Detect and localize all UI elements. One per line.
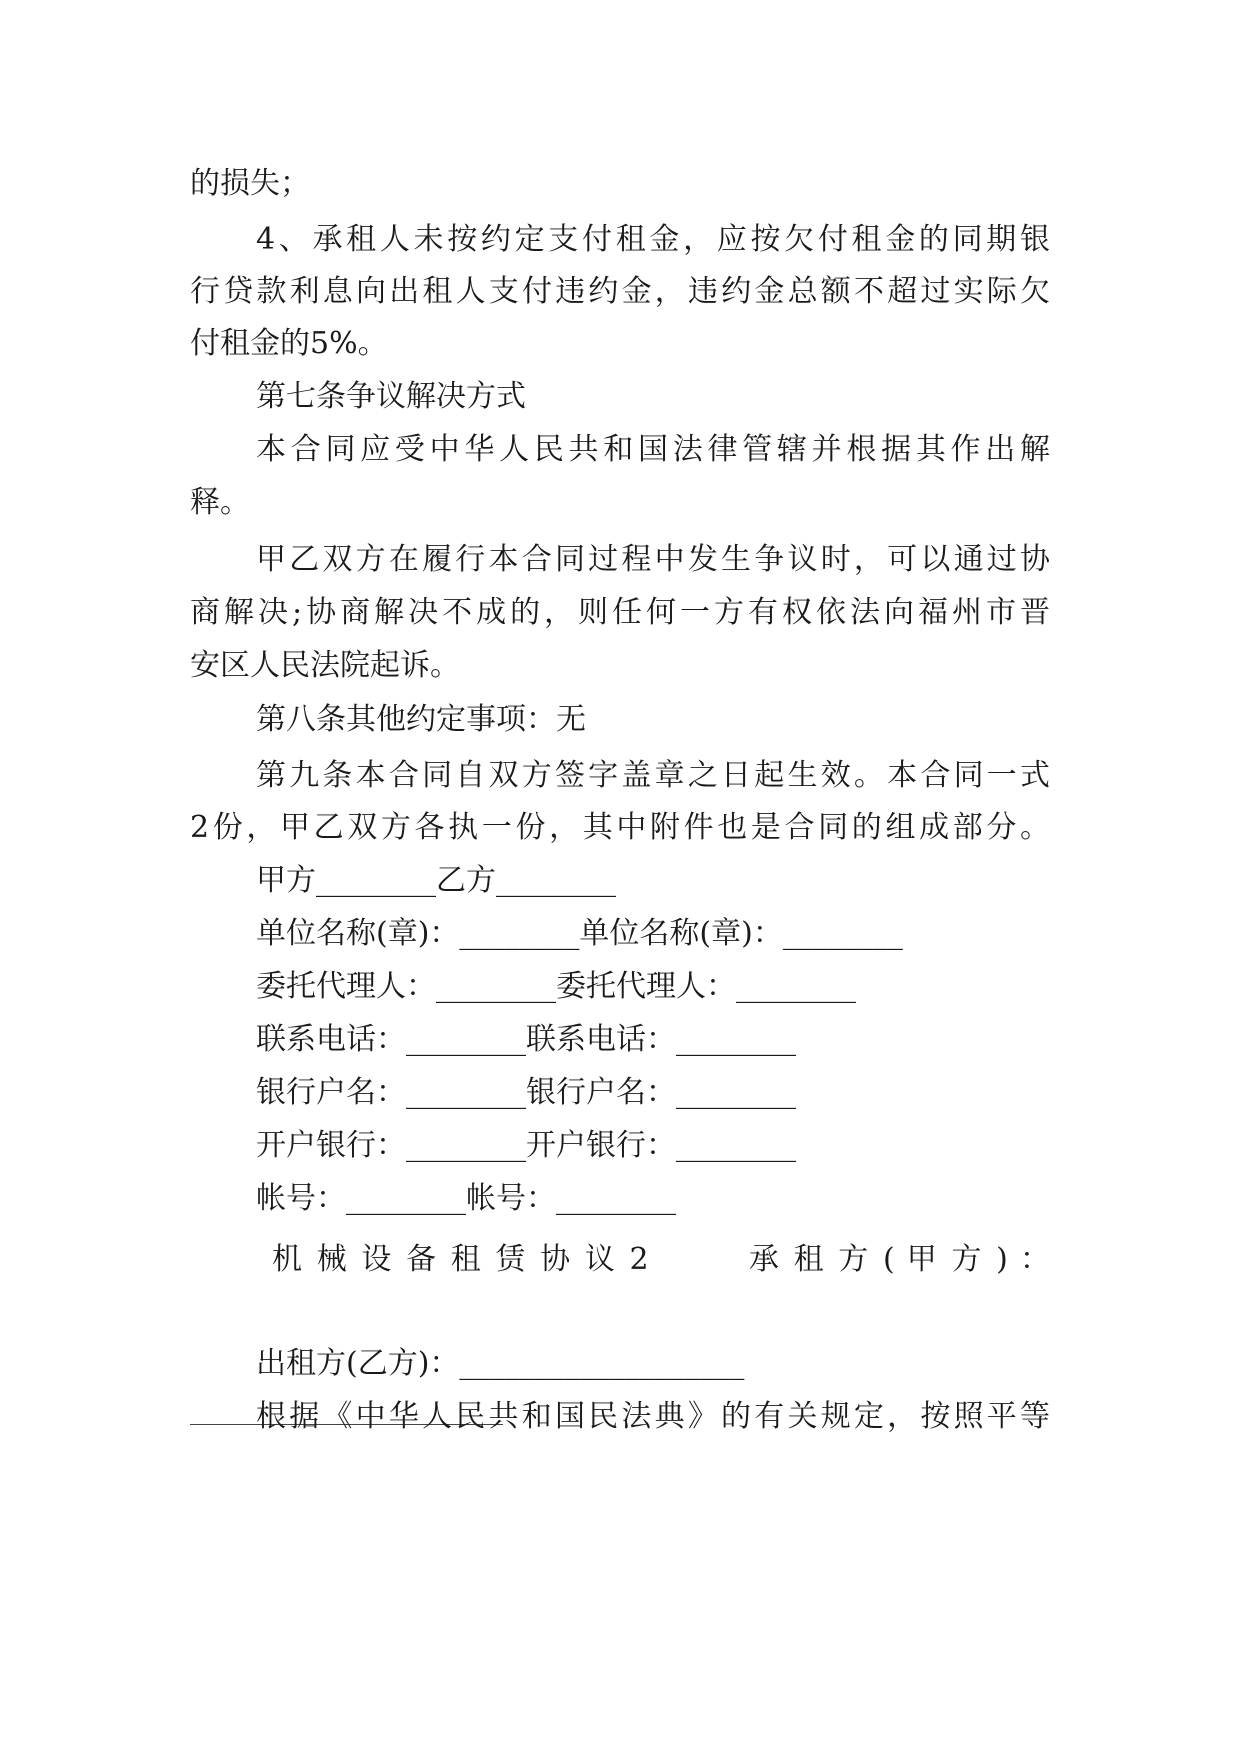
- agreement-2-title-line: 机 械 设 备 租 赁 协 议 2 承 租 方 ( 甲 方 ) ：: [272, 1242, 1050, 1277]
- text-line-6: 本合同应受中华人民共和国法律管辖并根据其作出解: [256, 432, 1050, 467]
- text-line-9: 商解决;协商解决不成的，则任何一方有权依法向福州市晋: [190, 595, 1050, 630]
- signature-bank-account-name-line: 银行户名：________银行户名：________: [256, 1075, 796, 1110]
- signature-account-number-line: 帐号：________帐号：________: [256, 1181, 676, 1216]
- signature-party-line: 甲方________乙方________: [256, 863, 616, 898]
- text-line-8: 甲乙双方在履行本合同过程中发生争议时，可以通过协: [256, 542, 1050, 577]
- text-line-last: 根据《中华人民共和国民法典》的有关规定，按照平等: [256, 1399, 1050, 1434]
- section-heading-8: 第八条其他约定事项：无: [256, 702, 586, 737]
- section-heading-7: 第七条争议解决方式: [256, 379, 526, 414]
- lessor-line: 出租方(乙方)：___________________: [256, 1346, 745, 1381]
- text-line-7: 释。: [190, 485, 250, 520]
- text-line-2: 4、承租人未按约定支付租金，应按欠付租金的同期银: [256, 222, 1050, 257]
- text-line-1: 的损失；: [190, 166, 310, 201]
- section-heading-9: 第九条本合同自双方签字盖章之日起生效。本合同一式: [256, 758, 1050, 793]
- text-line-3: 行贷款利息向出租人支付违约金，违约金总额不超过实际欠: [190, 274, 1050, 309]
- signature-unit-name-line: 单位名称(章)：________单位名称(章)：________: [256, 916, 903, 951]
- text-line-10: 安区人民法院起诉。: [190, 648, 460, 683]
- text-line-13: 2份，甲乙双方各执一份，其中附件也是合同的组成部分。: [190, 810, 1050, 845]
- text-line-4: 付租金的5%。: [190, 326, 388, 361]
- signature-bank-line: 开户银行：________开户银行：________: [256, 1128, 796, 1163]
- signature-phone-line: 联系电话：________联系电话：________: [256, 1022, 796, 1057]
- signature-agent-line: 委托代理人：________委托代理人：________: [256, 969, 856, 1004]
